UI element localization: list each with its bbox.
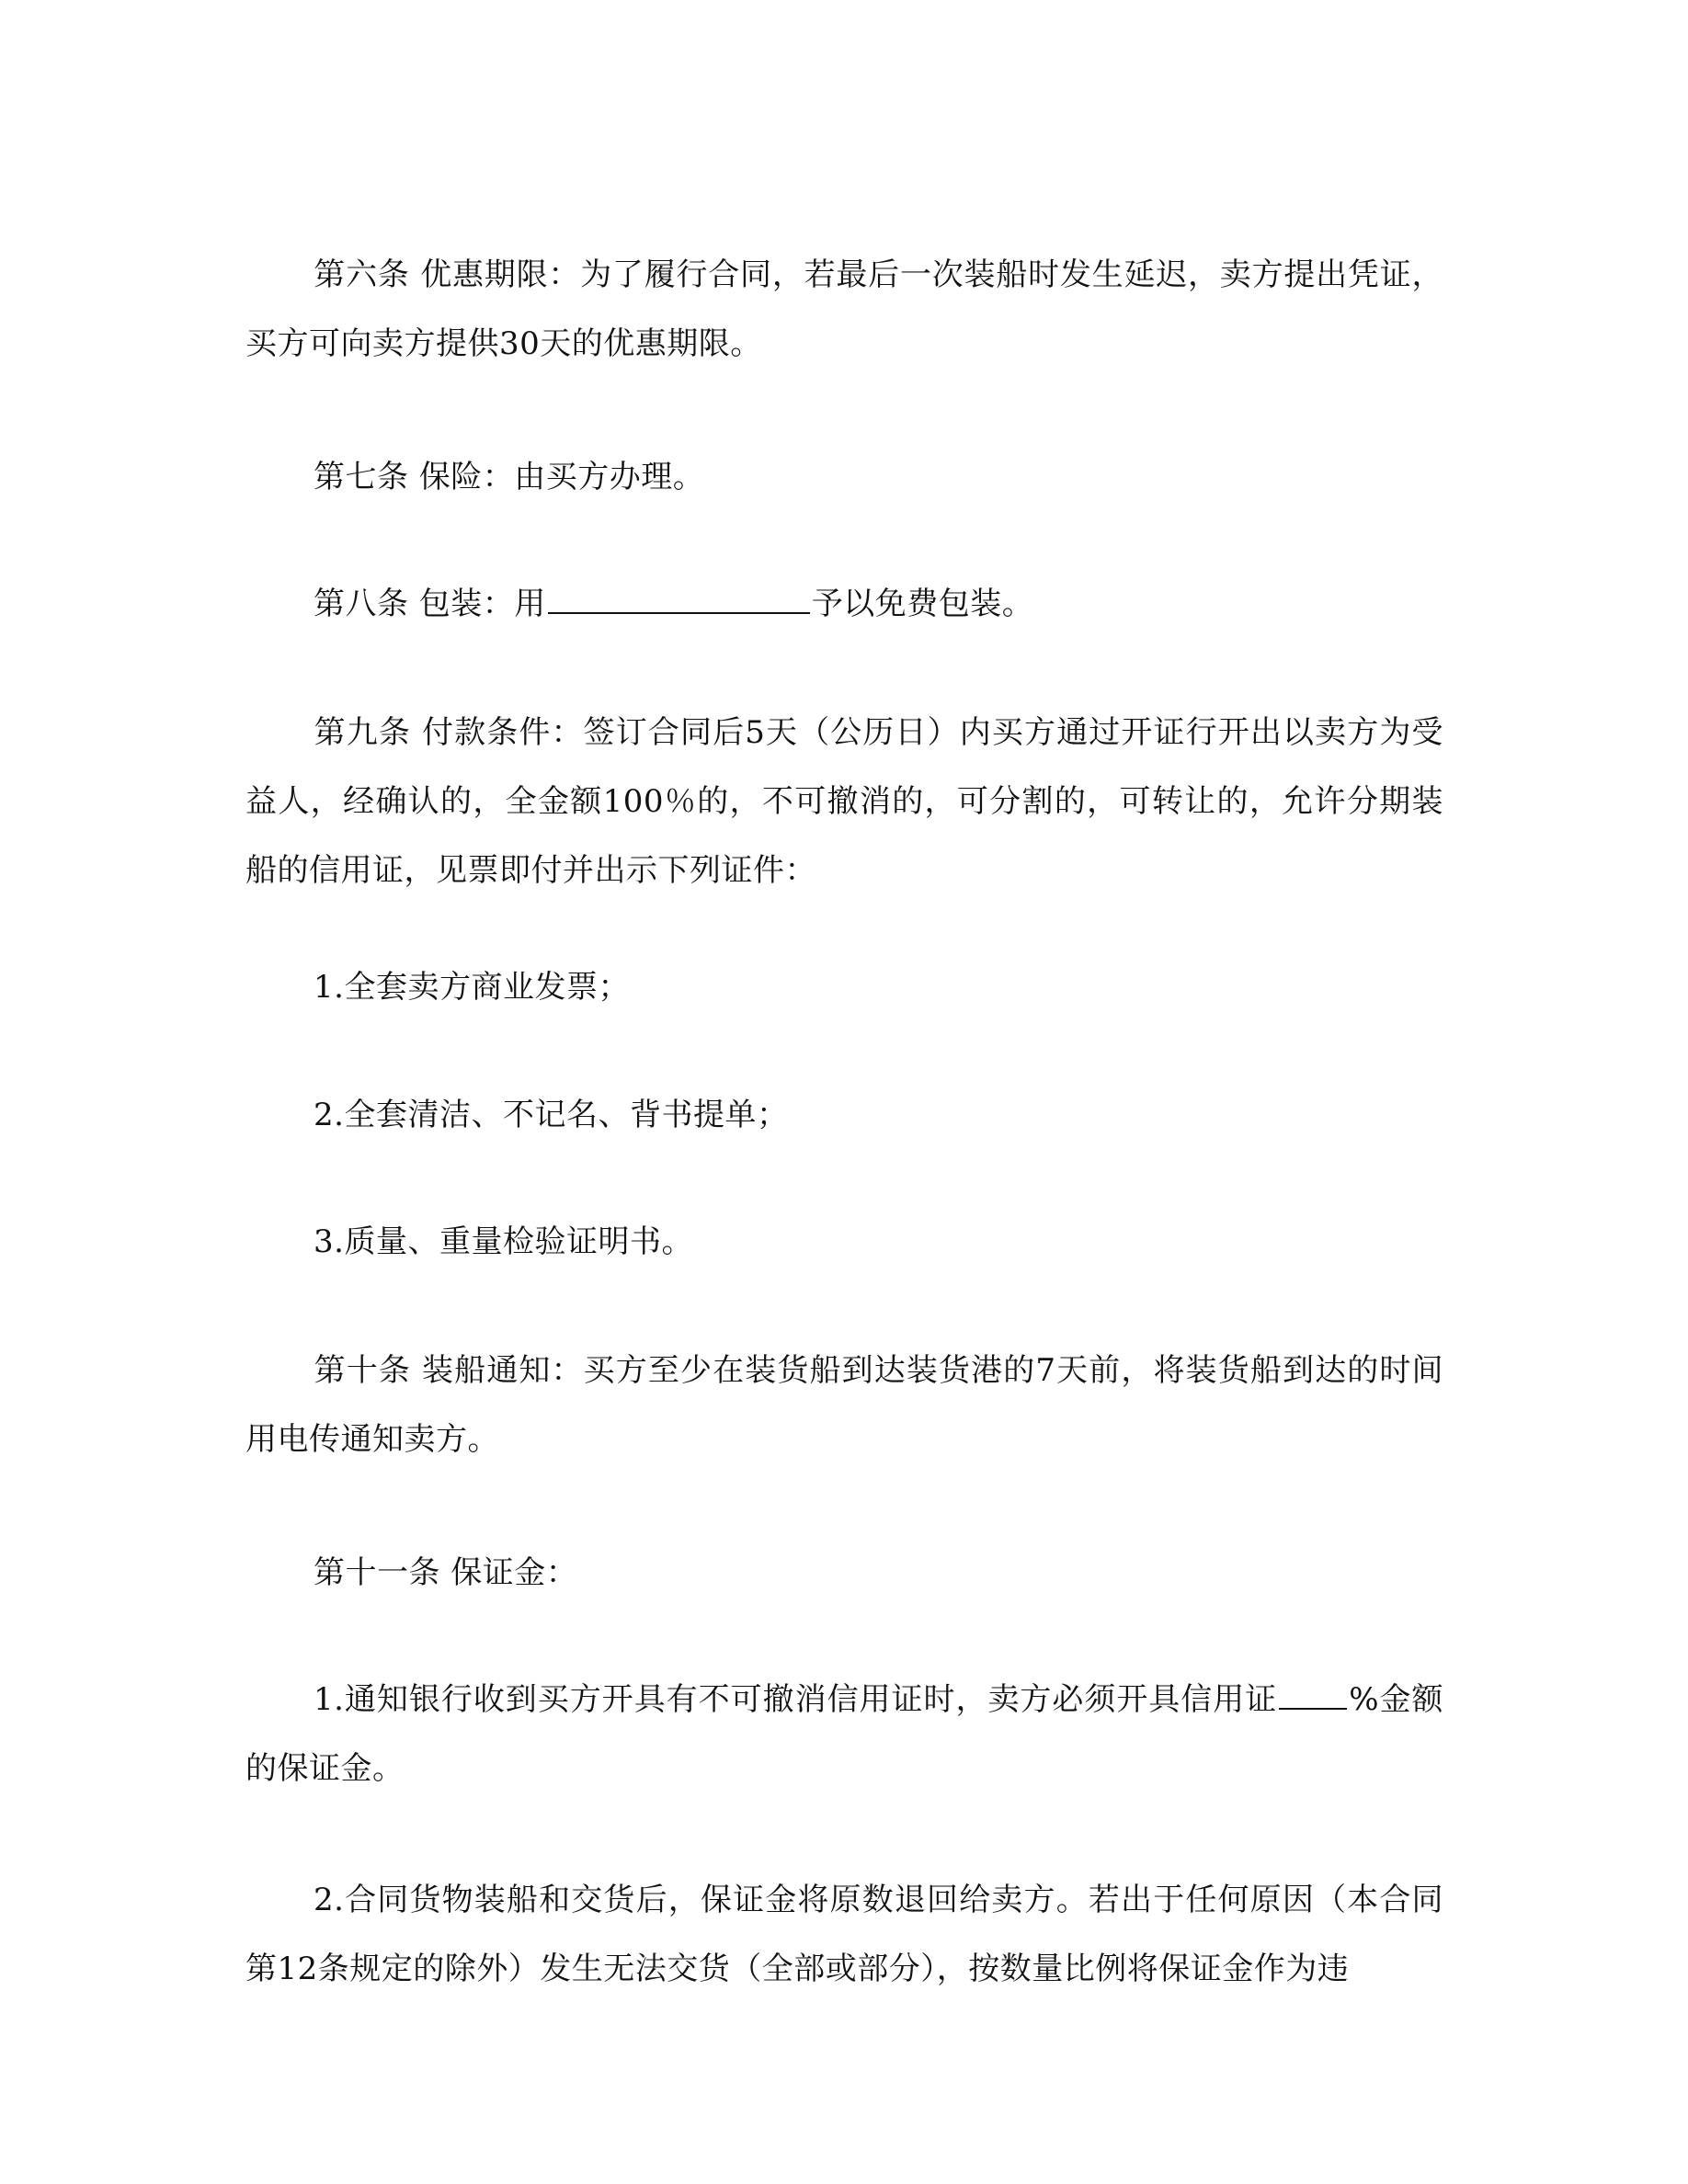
article-7	[245, 443, 1443, 512]
percentage-blank-line	[1279, 1680, 1347, 1710]
article-11-item-1-text-after: %金额的保证金。	[245, 1681, 1443, 1787]
article-10	[245, 1337, 1443, 1474]
packaging-blank-line	[548, 585, 810, 614]
article-8-text-before: 第八条 包装：用	[314, 586, 546, 622]
article-11-item-1	[245, 1666, 1443, 1803]
article-11-item-1-text-before: 1.通知银行收到买方开具有不可撤消信用证时，卖方必须开具信用证	[314, 1681, 1278, 1718]
article-9-item-3	[245, 1208, 1443, 1277]
article-9-item-2-text: 2.全套清洁、不记名、背书提单；	[314, 1097, 789, 1133]
article-9-item-3-text: 3.质量、重量检验证明书。	[314, 1223, 693, 1260]
article-7-text: 第七条 保险：由买方办理。	[314, 459, 705, 495]
article-9-item-2	[245, 1081, 1443, 1150]
article-10-text: 第十条 装船通知：买方至少在装货船到达装货港的7天前，将装货船到达的时间用电传通知卖方。	[245, 1352, 1443, 1458]
article-9-text: 第九条 付款条件：签订合同后5天（公历日）内买方通过开证行开出以卖方为受益人，经确认的，全金额100％的，不可撤消的，可分割的，可转让的，允许分期装船的信用证，见票即付并出示下列证件：	[245, 714, 1443, 889]
article-8	[245, 570, 1443, 639]
article-11-item-2	[245, 1866, 1443, 2004]
article-9	[245, 699, 1443, 905]
article-6-text: 第六条 优惠期限：为了履行合同，若最后一次装船时发生延迟，卖方提出凭证，买方可向卖方提供30天的优惠期限。	[245, 256, 1443, 362]
article-11-text: 第十一条 保证金：	[314, 1554, 578, 1591]
article-6	[245, 241, 1443, 379]
article-9-item-1	[245, 953, 1443, 1022]
article-8-text-after: 予以免费包装。	[811, 586, 1034, 622]
article-11-item-2-text: 2.合同货物装船和交货后，保证金将原数退回给卖方。若出于任何原因（本合同第12条规定的除外）发生无法交货（全部或部分），按数量比例将保证金作为违	[245, 1882, 1443, 1987]
article-11	[245, 1539, 1443, 1608]
article-9-item-1-text: 1.全套卖方商业发票；	[314, 969, 630, 1006]
